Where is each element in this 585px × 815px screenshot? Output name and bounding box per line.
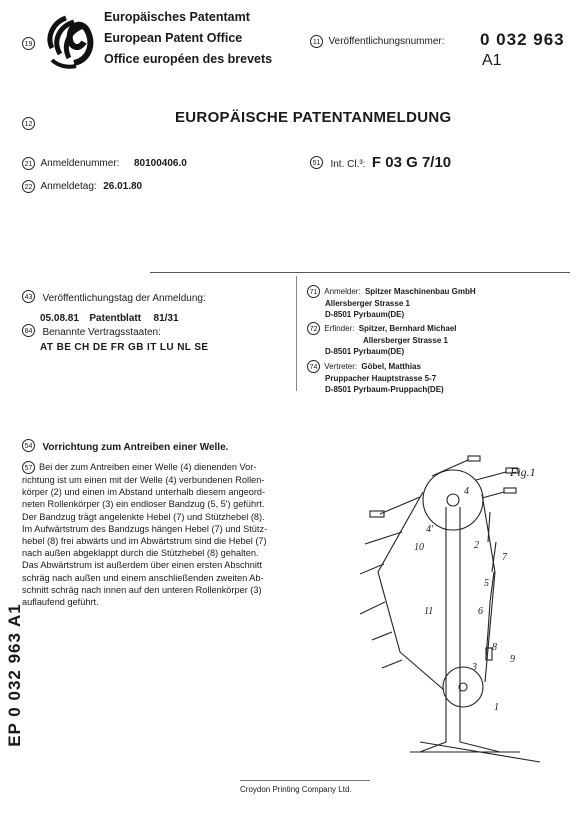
states-value: AT BE CH DE FR GB IT LU NL SE [40, 342, 209, 353]
applicant-city: D-8501 Pyrbaum(DE) [325, 310, 405, 319]
application-number-row [22, 157, 187, 170]
inid-code: 84 [22, 324, 35, 337]
inid-code: 71 [307, 285, 320, 298]
states-label: Benannte Vertragsstaaten: [42, 327, 161, 338]
ref-2: 2 [474, 540, 479, 551]
doc-type-title: EUROPÄISCHE PATENTANMELDUNG [175, 109, 452, 126]
side-publication-label: EP 0 032 963 A1 [5, 603, 24, 747]
office-name-de: Europäisches Patentamt [104, 10, 250, 24]
abstract-line: Im Aufwärtstrum des Bandzugs hängen Hebel (7) und Stütz- [22, 523, 268, 534]
representative-block [307, 360, 444, 395]
inventor-label: Erfinder: [324, 323, 355, 333]
pub-number-label-text: Veröffentlichungsnummer: [328, 35, 445, 47]
office-names [104, 8, 272, 68]
int-class-row [310, 154, 451, 172]
ref-9: 9 [510, 654, 515, 665]
inid-code: 12 [22, 117, 35, 130]
footer-divider [240, 780, 370, 781]
inid-code: 21 [22, 157, 35, 170]
pub-date-label: Veröffentlichungstag der Anmeldung: [42, 293, 206, 304]
ref-6: 6 [478, 606, 483, 617]
abstract-line: neten Rollenkörper (3) ein endloser Bandzug (5, 5') geführt. [22, 499, 265, 510]
abstract-line: körper (2) und einen im Abstand unterhalb diesem angeord- [22, 487, 266, 498]
inid-code: 19 [22, 37, 35, 50]
application-date-row [22, 180, 142, 193]
ref-7: 7 [502, 552, 507, 563]
column-divider [296, 276, 297, 391]
figure-label: Fig.1 [510, 465, 536, 479]
inid-code: 54 [22, 439, 35, 452]
applicant-block [307, 285, 476, 320]
inventor-name: Spitzer, Bernhard Michael [358, 323, 457, 333]
section-divider [150, 272, 570, 273]
num-19-marker [22, 35, 35, 53]
ref-10: 10 [414, 542, 424, 553]
int-class-label: Int. Cl.³: [330, 159, 366, 170]
printer-credit: Croydon Printing Company Ltd. [240, 785, 352, 794]
applicant-label: Anmelder: [324, 286, 361, 296]
inid-code: 51 [310, 156, 323, 169]
applicant-name: Spitzer Maschinenbau GmbH [364, 286, 476, 296]
ref-8: 8 [492, 642, 497, 653]
inid-code: 57 [22, 461, 35, 474]
rep-label: Vertreter: [324, 361, 358, 371]
ref-4-prime: 4' [426, 524, 434, 535]
app-date-label: Anmeldetag: [40, 180, 97, 192]
rep-city: D-8501 Pyrbaum-Pruppach(DE) [325, 385, 444, 394]
ref-3: 3 [472, 662, 477, 673]
abstract-line: nach außen abgeklappt durch die Stützhebel (8) gehalten. [22, 548, 259, 559]
epo-logo [44, 8, 100, 70]
inid-code: 43 [22, 290, 35, 303]
abstract-line: hebel (8) frei abwärts und im Abwärtstrum sind die Hebel (7) [22, 536, 267, 547]
invention-title-row [22, 437, 228, 455]
int-class-value: F 03 G 7/10 [371, 154, 452, 171]
office-name-en: European Patent Office [104, 31, 243, 45]
rep-street: Pruppacher Hauptstrasse 5-7 [325, 374, 437, 383]
inid-code: 74 [307, 360, 320, 373]
app-number-label: Anmeldenummer: [40, 157, 120, 169]
publication-number: 0 032 963 [480, 30, 565, 49]
kind-code: A1 [482, 52, 502, 69]
abstract-line: schnitt schräg nach innen auf den unteren Rollenkörper (3) [22, 584, 262, 595]
abstract-line: Der Bandzug trägt angelenkte Hebel (7) und Stützhebel (8). [22, 511, 265, 522]
app-number-value: 80100406.0 [133, 157, 187, 169]
ref-4: 4 [464, 486, 469, 497]
abstract-block [22, 461, 297, 608]
office-name-fr: Office européen des brevets [104, 52, 273, 66]
patentblatt-value: 81/31 [153, 313, 179, 324]
doc-type-marker [22, 115, 35, 133]
abstract-line: schräg nach außen und einem anschließenden zweiten Ab- [22, 572, 264, 583]
pub-date-value: 05.08.81 [40, 313, 79, 324]
invention-title: Vorrichtung zum Antreiben einer Welle. [42, 442, 229, 453]
inventor-city: D-8501 Pyrbaum(DE) [325, 347, 405, 356]
rep-name: Göbel, Matthias [361, 361, 421, 371]
designated-states-block [22, 322, 208, 353]
figure-drawing [360, 452, 545, 770]
abstract-line: auflaufend geführt. [22, 597, 99, 608]
publication-date-block [22, 288, 206, 326]
app-date-value: 26.01.80 [103, 180, 143, 192]
applicant-street: Allersberger Strasse 1 [325, 299, 410, 308]
inventor-block [307, 322, 457, 357]
inid-code: 72 [307, 322, 320, 335]
ref-1: 1 [494, 702, 499, 713]
abstract-line: Bei der zum Antreiben einer Welle (4) dienenden Vor- [39, 462, 257, 472]
publication-number-label [310, 35, 445, 48]
inid-code: 22 [22, 180, 35, 193]
ref-11: 11 [424, 606, 434, 617]
patentblatt-label: Patentblatt [89, 313, 142, 324]
inventor-street: Allersberger Strasse 1 [363, 336, 448, 345]
abstract-line: Das Abwärtstrum ist außerdem über einen ersten Abschnitt [22, 560, 263, 571]
ref-5: 5 [484, 578, 489, 589]
abstract-line: richtung ist um einen mit der Welle (4) verbundenen Rollen- [22, 475, 265, 486]
inid-code: 11 [310, 35, 323, 48]
